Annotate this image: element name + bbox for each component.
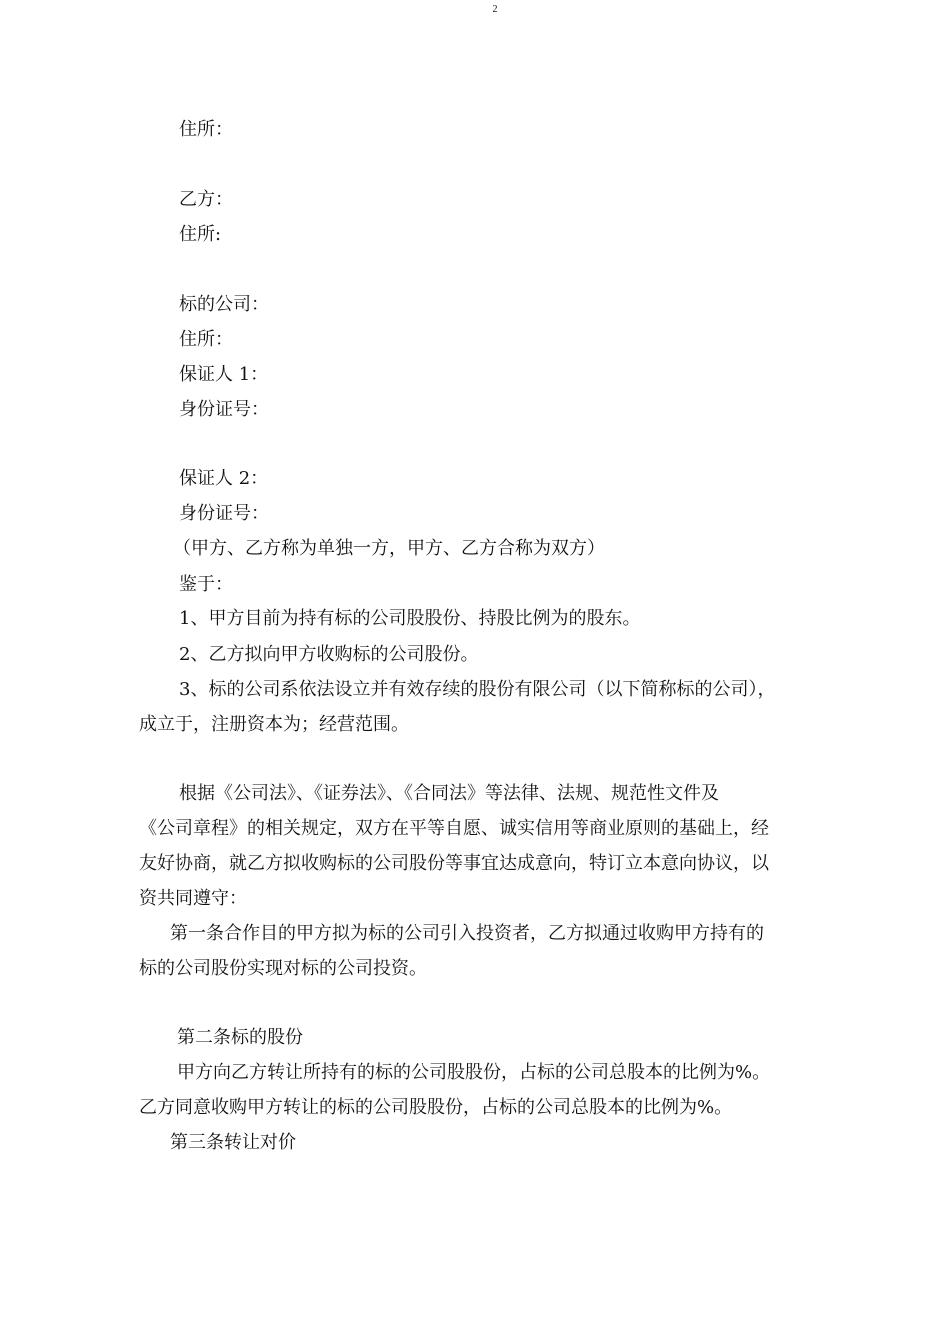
whereas-heading: 鉴于： xyxy=(179,574,233,595)
article-1-line-1: 第一条合作目的甲方拟为标的公司引入投资者，乙方拟通过收购甲方持有的 xyxy=(170,923,764,944)
preamble-line-3: 友好协商，就乙方拟收购标的公司股份等事宜达成意向，特订立本意向协议，以 xyxy=(139,853,769,874)
article-2-line-1: 甲方向乙方转让所持有的标的公司股股份，占标的公司总股本的比例为%。 xyxy=(177,1062,771,1083)
parties-definition: （甲方、乙方称为单独一方，甲方、乙方合称为双方） xyxy=(173,538,605,559)
guarantor-1-id-label: 身份证号： xyxy=(179,399,269,420)
recital-3-line-1: 3、标的公司系依法设立并有效存续的股份有限公司（以下简称标的公司）， xyxy=(179,679,776,700)
guarantor-2-id-label: 身份证号： xyxy=(179,503,269,524)
target-company-label: 标的公司： xyxy=(179,294,269,315)
party-b-address-label: 住所: xyxy=(179,224,222,245)
article-1-line-2: 标的公司股份实现对标的公司投资。 xyxy=(139,958,427,979)
guarantor-2-label: 保证人 2： xyxy=(179,468,269,489)
party-b-label: 乙方： xyxy=(179,189,233,210)
preamble-line-1: 根据《公司法》、《证券法》、《合同法》等法律、法规、规范性文件及 xyxy=(179,783,719,804)
party-a-address-label: 住所： xyxy=(179,119,233,140)
preamble-line-2: 《公司章程》的相关规定，双方在平等自愿、诚实信用等商业原则的基础上，经 xyxy=(139,818,769,839)
guarantor-1-label: 保证人 1： xyxy=(179,364,269,385)
preamble-line-4: 资共同遵守： xyxy=(139,888,247,909)
article-2-line-2: 乙方同意收购甲方转让的标的公司股股份，占标的公司总股本的比例为%。 xyxy=(139,1097,733,1118)
recital-2: 2、乙方拟向甲方收购标的公司股份。 xyxy=(179,644,479,665)
article-2-heading: 第二条标的股份 xyxy=(177,1027,303,1048)
recital-1: 1、甲方目前为持有标的公司股股份、持股比例为的股东。 xyxy=(179,608,641,629)
recital-3-line-2: 成立于，注册资本为；经营范围。 xyxy=(139,714,409,735)
target-company-address-label: 住所： xyxy=(179,329,233,350)
page-number: 2 xyxy=(492,4,498,15)
article-3-heading: 第三条转让对价 xyxy=(170,1132,296,1153)
